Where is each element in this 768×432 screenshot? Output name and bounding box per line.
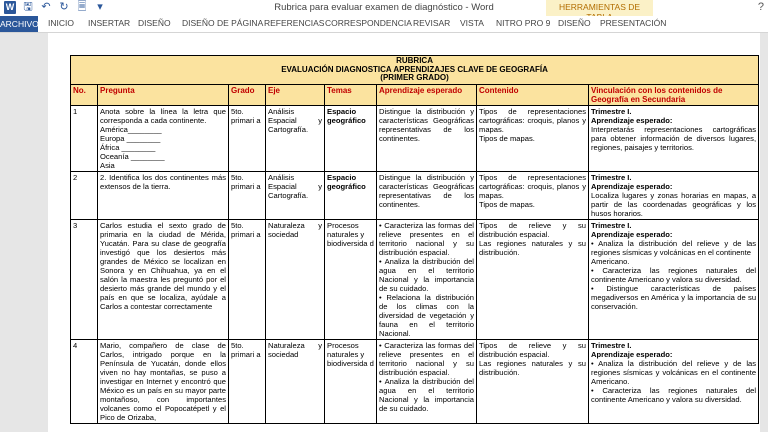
cell-contenido[interactable] — [477, 219, 589, 339]
cell-grado[interactable] — [229, 105, 266, 171]
link-subtitle: Aprendizaje esperado: — [591, 229, 673, 239]
column-header[interactable]: Pregunta — [98, 84, 229, 105]
question-text: 2. Identifica los dos continentes más extensos de la tierra. — [100, 172, 226, 191]
column-header-row — [71, 84, 759, 105]
column-header[interactable]: Temas — [325, 84, 377, 105]
cell-aprendizaje[interactable] — [377, 105, 477, 171]
tab-archivo[interactable]: ARCHIVO — [0, 16, 38, 32]
content-text: Tipos de relieve y su distribución espacial. — [479, 220, 586, 239]
row-number: 2 — [73, 172, 78, 182]
customize-icon[interactable]: ▾ — [97, 1, 103, 13]
content-text: Tipos de mapas. — [479, 133, 535, 143]
cell-no[interactable] — [71, 171, 98, 219]
grade-text: 5to. primari a — [231, 172, 261, 191]
link-text: • Caracteriza las regiones naturales del continente Americano y valora su diversidad. — [591, 265, 757, 284]
link-subtitle: Aprendizaje esperado: — [591, 349, 673, 359]
column-header[interactable]: Aprendizaje esperado — [377, 84, 477, 105]
content-text: Tipos de representaciones cartográficas: croquis, planos y mapas. — [479, 106, 586, 134]
cell-temas[interactable] — [325, 105, 377, 171]
question-text: África ________ — [100, 142, 156, 152]
document-canvas[interactable] — [0, 33, 768, 432]
row-number: 3 — [73, 220, 78, 230]
cell-aprendizaje[interactable] — [377, 219, 477, 339]
question-text: Mario, compañero de clase de Carlos, intrigado porque en la Península de Yucatán, donde ellos viven no hay montañas, se puso a investigar en Internet y encontró que México es un país en su mayor parte montañoso, con importantes volcanes como el Popocatépetl y el Pico de Orizaba, — [100, 340, 226, 422]
cell-pregunta[interactable] — [98, 171, 229, 219]
learning-text: • Analiza la distribución del agua en el territorio Nacional y la importancia de su cuidado. — [379, 256, 474, 293]
column-header[interactable]: Vinculación con los contenidos de Geografía en Secundaria — [589, 84, 759, 105]
cell-no[interactable] — [71, 339, 98, 423]
cell-eje[interactable] — [266, 339, 325, 423]
grade-text: 5to. primari a — [231, 340, 261, 359]
learning-text: • Analiza la distribución del agua en el territorio Nacional y la importancia de su cuidado. — [379, 376, 474, 413]
link-title: Trimestre I. — [591, 172, 632, 182]
table-row — [71, 105, 759, 171]
content-text: Tipos de representaciones cartográficas: croquis, planos y mapas. — [479, 172, 586, 200]
question-text: Carlos estudia el sexto grado de primaria en la ciudad de Mérida, Yucatán. Para su clase de geografía investigó que los desiertos más grandes de México se localizan en Sonora y en Chihuahua, ya en el salón la maestra les preguntó por el desierto más grande del mundo y el país en que se localiza, ayúdale a Carlos a contestar correctamente — [100, 220, 226, 311]
cell-eje[interactable] — [266, 105, 325, 171]
rubric-table[interactable] — [70, 55, 759, 424]
link-text: • Analiza la distribución del relieve y de las regiones sísmicas y volcánicas en el continente Americano. — [591, 358, 757, 386]
learning-text: Distingue la distribución y características Geográficas representativas de los continentes. — [379, 172, 474, 209]
cell-contenido[interactable] — [477, 171, 589, 219]
cell-temas[interactable] — [325, 219, 377, 339]
axis-text: Análisis Espacial y Cartografía. — [268, 172, 322, 200]
learning-text: Distingue la distribución y características Geográficas representativas de los continentes. — [379, 106, 474, 143]
tab-inicio[interactable]: INICIO — [48, 18, 74, 28]
table-title-line: (PRIMER GRADO) — [380, 73, 449, 82]
content-text: Las regiones naturales y su distribución. — [479, 238, 586, 257]
undo-icon[interactable]: ↶ — [41, 1, 51, 13]
column-header[interactable]: Contenido — [477, 84, 589, 105]
cell-contenido[interactable] — [477, 339, 589, 423]
cell-vinculacion[interactable] — [589, 219, 759, 339]
link-title: Trimestre I. — [591, 220, 632, 230]
question-text: Oceanía ________ — [100, 151, 165, 161]
help-icon[interactable]: ? — [757, 1, 764, 13]
cell-grado[interactable] — [229, 339, 266, 423]
axis-text: Naturaleza y sociedad — [268, 220, 322, 239]
link-title: Trimestre I. — [591, 106, 632, 116]
tab-table-presentacion[interactable]: PRESENTACIÓN — [600, 18, 667, 28]
table-tools-label: HERRAMIENTAS DE — [558, 2, 641, 12]
link-text: Interpretarás representaciones cartográficas para obtener información de diversos lugares, regiones, paisajes y territorios. — [591, 124, 757, 152]
column-header[interactable]: Eje — [266, 84, 325, 105]
tab-diseno-de-pagina[interactable]: DISEÑO DE PÁGINA — [182, 18, 264, 28]
link-text: • Caracteriza las regiones naturales del continente Americano y valora su diversidad. — [591, 385, 757, 404]
cell-vinculacion[interactable] — [589, 105, 759, 171]
cell-temas[interactable] — [325, 339, 377, 423]
document-page[interactable] — [48, 33, 760, 432]
print-preview-icon[interactable]: 🗏 — [77, 1, 87, 13]
link-text: • Distingue características de países megadiversos en América y la importancia de su conservación. — [591, 283, 757, 311]
question-text: Asia — [100, 160, 115, 170]
ribbon-tabs — [0, 16, 768, 33]
table-title-row — [71, 56, 759, 85]
tab-correspondencia[interactable]: CORRESPONDENCIA — [325, 18, 412, 28]
table-row — [71, 171, 759, 219]
link-subtitle: Aprendizaje esperado: — [591, 115, 673, 125]
topic-text: Procesos naturales y biodiversida d — [327, 340, 374, 368]
learning-text: • Caracteriza las formas del relieve presentes en el territorio nacional y su distribución espacial. — [379, 340, 474, 377]
link-title: Trimestre I. — [591, 340, 632, 350]
cell-pregunta[interactable] — [98, 105, 229, 171]
cell-contenido[interactable] — [477, 105, 589, 171]
tab-table-diseno[interactable]: DISEÑO — [558, 18, 591, 28]
table-title-line: EVALUACIÓN DIAGNOSTICA APRENDIZAJES CLAVE DE GEOGRAFÍA — [281, 64, 548, 74]
rubric-body — [71, 105, 759, 423]
question-text: Europa ________ — [100, 133, 161, 143]
topic-text: Espacio geográfico — [327, 172, 366, 191]
content-text: Las regiones naturales y su distribución. — [479, 358, 586, 377]
cell-eje[interactable] — [266, 171, 325, 219]
cell-grado[interactable] — [229, 219, 266, 339]
content-text: Tipos de mapas. — [479, 199, 535, 209]
cell-no[interactable] — [71, 219, 98, 339]
save-icon[interactable]: 🖫 — [23, 1, 33, 13]
link-text: Americano. — [591, 256, 630, 266]
grade-text: 5to. primari a — [231, 220, 261, 239]
table-row — [71, 219, 759, 339]
topic-text: Procesos naturales y biodiversida d — [327, 220, 374, 248]
link-subtitle: Aprendizaje esperado: — [591, 181, 673, 191]
tab-vista[interactable]: VISTA — [460, 18, 484, 28]
tab-diseno[interactable]: DISEÑO — [138, 18, 171, 28]
row-number: 4 — [73, 340, 78, 350]
column-header[interactable]: Grado — [229, 84, 266, 105]
table-title-cell[interactable] — [71, 56, 759, 85]
topic-text: Espacio geográfico — [327, 106, 366, 125]
window-title: Rubrica para evaluar examen de diagnóstico - Word — [274, 2, 494, 13]
tab-referencias[interactable]: REFERENCIAS — [264, 18, 325, 28]
cell-vinculacion[interactable] — [589, 171, 759, 219]
question-text: Anota sobre la línea la letra que corresponda a cada continente. — [100, 106, 226, 125]
axis-text: Naturaleza y sociedad — [268, 340, 322, 359]
cell-temas[interactable] — [325, 171, 377, 219]
cell-eje[interactable] — [266, 219, 325, 339]
tab-revisar[interactable]: REVISAR — [413, 18, 451, 28]
link-text: Localiza lugares y zonas horarias en mapas, a partir de las coordenadas geográficas y los husos horarios. — [591, 190, 757, 218]
link-text: • Analiza la distribución del relieve y de las regiones sísmicas y volcánicas en el continente — [591, 238, 757, 257]
learning-text: • Caracteriza las formas del relieve presentes en el territorio nacional y su distribución espacial. — [379, 220, 474, 257]
cell-no[interactable] — [71, 105, 98, 171]
cell-pregunta[interactable] — [98, 339, 229, 423]
learning-text: • Relaciona la distribución de los climas con la diversidad de vegetación y fauna en el territorio Nacional. — [379, 292, 474, 338]
content-text: Tipos de relieve y su distribución espacial. — [479, 340, 586, 359]
question-text: América________ — [100, 124, 162, 134]
cell-aprendizaje[interactable] — [377, 171, 477, 219]
cell-pregunta[interactable] — [98, 219, 229, 339]
table-title-line: RUBRICA — [396, 56, 433, 65]
axis-text: Análisis Espacial y Cartografía. — [268, 106, 322, 134]
table-row — [71, 339, 759, 423]
cell-vinculacion[interactable] — [589, 339, 759, 423]
cell-grado[interactable] — [229, 171, 266, 219]
tab-nitro-pro[interactable]: NITRO PRO 9 — [496, 18, 551, 28]
cell-aprendizaje[interactable] — [377, 339, 477, 423]
tab-insertar[interactable]: INSERTAR — [88, 18, 131, 28]
word-app-icon[interactable]: W — [5, 2, 15, 12]
redo-icon[interactable]: ↻ — [59, 1, 69, 13]
row-number: 1 — [73, 106, 78, 116]
column-header[interactable]: No. — [71, 84, 98, 105]
grade-text: 5to. primari a — [231, 106, 261, 125]
